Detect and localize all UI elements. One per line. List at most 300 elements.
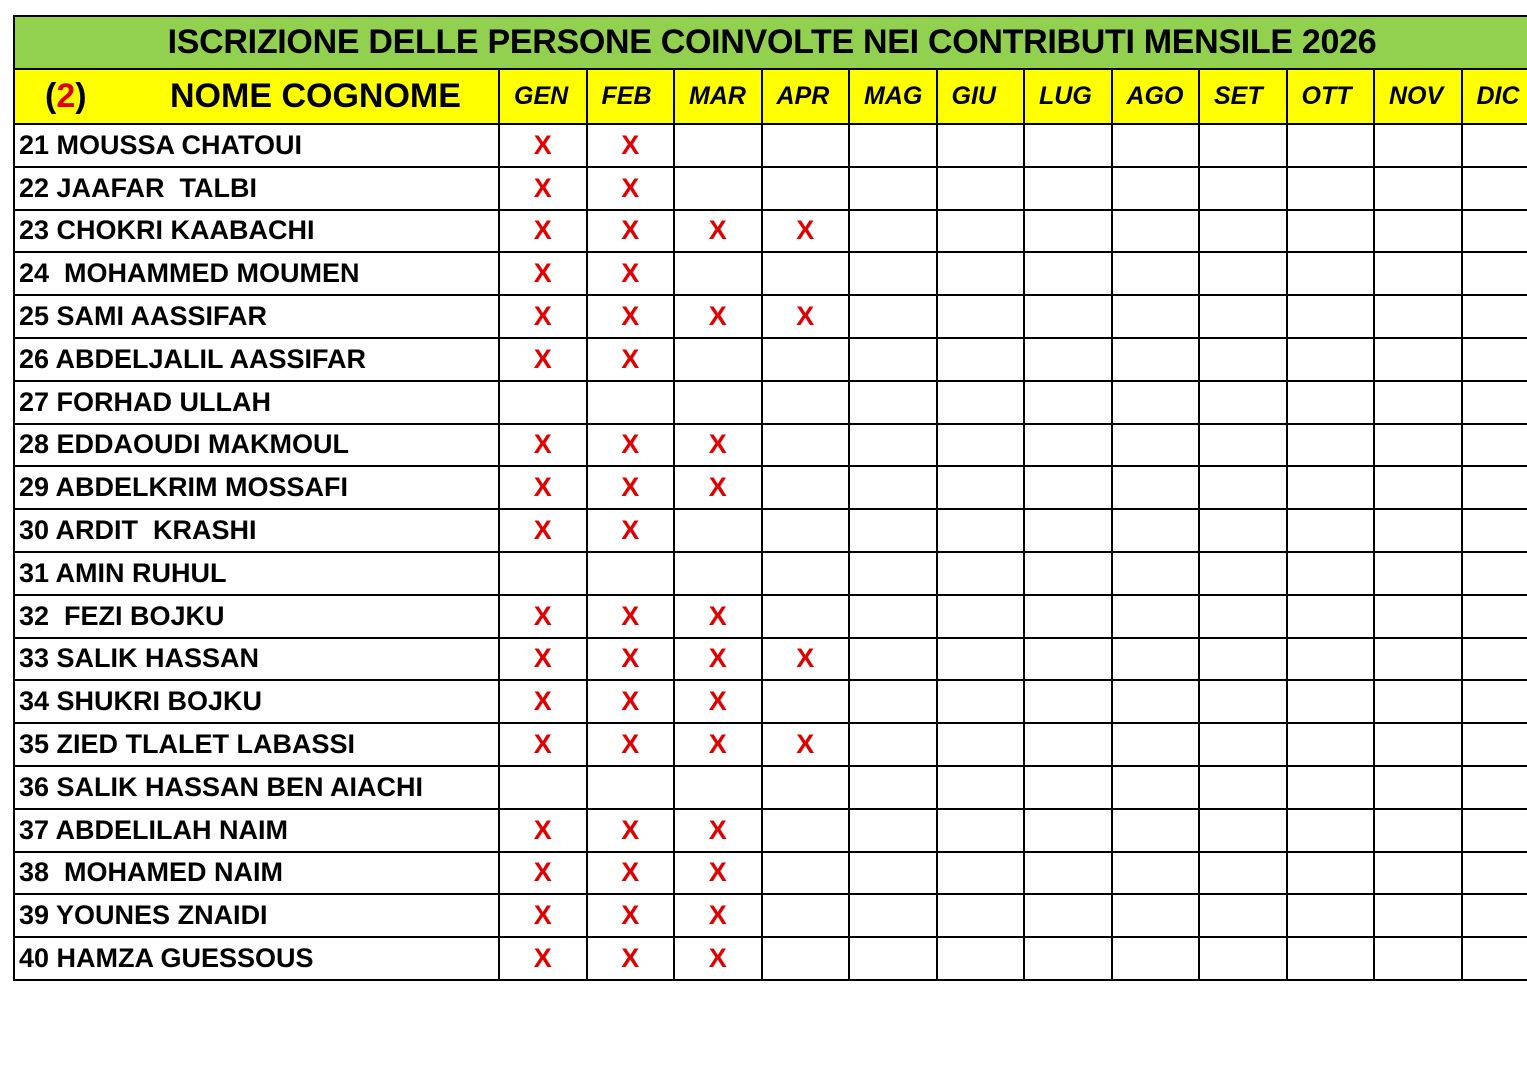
- person-name: 21 MOUSSA CHATOUI: [19, 129, 303, 160]
- name-cell[interactable]: [15, 810, 500, 851]
- name-cell[interactable]: [15, 596, 500, 637]
- month-cell-lug[interactable]: [1025, 596, 1113, 637]
- month-cell-dic[interactable]: [1463, 810, 1527, 851]
- month-cell-mag[interactable]: [850, 724, 938, 765]
- month-cell-feb[interactable]: [588, 767, 676, 808]
- month-cell-set[interactable]: [1200, 467, 1288, 508]
- month-cell-dic[interactable]: [1463, 125, 1527, 166]
- month-cell-ago[interactable]: [1113, 767, 1201, 808]
- month-cell-nov[interactable]: [1375, 810, 1463, 851]
- month-cell-gen[interactable]: [500, 125, 588, 166]
- month-cell-lug[interactable]: [1025, 639, 1113, 680]
- month-cell-giu[interactable]: [938, 425, 1026, 466]
- month-cell-lug[interactable]: [1025, 467, 1113, 508]
- month-cell-nov[interactable]: [1375, 724, 1463, 765]
- name-cell[interactable]: [15, 339, 500, 380]
- month-cell-giu[interactable]: [938, 510, 1026, 551]
- month-cell-dic[interactable]: [1463, 853, 1527, 894]
- month-cell-nov[interactable]: [1375, 253, 1463, 294]
- month-cell-lug[interactable]: [1025, 382, 1113, 423]
- month-cell-mag[interactable]: [850, 510, 938, 551]
- month-cell-feb[interactable]: [588, 510, 676, 551]
- month-cell-giu[interactable]: [938, 553, 1026, 594]
- person-name: 29 ABDELKRIM MOSSAFI: [19, 472, 349, 503]
- month-cell-lug[interactable]: [1025, 125, 1113, 166]
- month-header-ott: [1288, 70, 1376, 123]
- table-row: [15, 382, 1527, 425]
- month-cell-nov[interactable]: [1375, 639, 1463, 680]
- month-cell-ott[interactable]: [1288, 382, 1376, 423]
- month-cell-lug[interactable]: [1025, 681, 1113, 722]
- month-cell-mar[interactable]: [675, 339, 763, 380]
- payment-mark: X: [621, 429, 640, 460]
- month-cell-feb[interactable]: [588, 296, 676, 337]
- month-cell-nov[interactable]: [1375, 425, 1463, 466]
- month-cell-gen[interactable]: [500, 553, 588, 594]
- table-row: [15, 125, 1527, 168]
- month-cell-set[interactable]: [1200, 125, 1288, 166]
- month-cell-set[interactable]: [1200, 724, 1288, 765]
- person-name: 40 HAMZA GUESSOUS: [19, 943, 314, 974]
- month-cell-nov[interactable]: [1375, 681, 1463, 722]
- payment-mark: X: [533, 900, 552, 931]
- month-cell-mag[interactable]: [850, 553, 938, 594]
- month-cell-ago[interactable]: [1113, 253, 1201, 294]
- name-cell[interactable]: [15, 853, 500, 894]
- month-cell-mag[interactable]: [850, 639, 938, 680]
- month-cell-dic[interactable]: [1463, 211, 1527, 252]
- month-cell-nov[interactable]: [1375, 767, 1463, 808]
- month-cell-dic[interactable]: [1463, 510, 1527, 551]
- month-cell-mag[interactable]: [850, 853, 938, 894]
- month-cell-mar[interactable]: [675, 168, 763, 209]
- month-cell-mar[interactable]: [675, 596, 763, 637]
- person-name: 30 ARDIT KRASHI: [19, 515, 257, 546]
- month-cell-giu[interactable]: [938, 339, 1026, 380]
- month-cell-mag[interactable]: [850, 596, 938, 637]
- month-cell-apr[interactable]: [763, 467, 851, 508]
- month-cell-apr[interactable]: [763, 339, 851, 380]
- month-cell-mar[interactable]: [675, 510, 763, 551]
- month-cell-giu[interactable]: [938, 853, 1026, 894]
- table-row: [15, 895, 1527, 938]
- payment-mark: X: [621, 343, 640, 374]
- month-cell-set[interactable]: [1200, 339, 1288, 380]
- payment-mark: X: [533, 429, 552, 460]
- month-cell-lug[interactable]: [1025, 724, 1113, 765]
- month-cell-gen[interactable]: [500, 767, 588, 808]
- month-cell-gen[interactable]: [500, 510, 588, 551]
- month-cell-nov[interactable]: [1375, 467, 1463, 508]
- payment-mark: X: [533, 729, 552, 760]
- month-cell-ott[interactable]: [1288, 425, 1376, 466]
- name-cell[interactable]: [15, 895, 500, 936]
- month-cell-mag[interactable]: [850, 425, 938, 466]
- payment-mark: X: [621, 857, 640, 888]
- month-cell-giu[interactable]: [938, 767, 1026, 808]
- month-cell-gen[interactable]: [500, 296, 588, 337]
- month-cell-ago[interactable]: [1113, 382, 1201, 423]
- month-cell-feb[interactable]: [588, 681, 676, 722]
- month-cell-mar[interactable]: [675, 382, 763, 423]
- month-cell-lug[interactable]: [1025, 810, 1113, 851]
- person-name: 36 SALIK HASSAN BEN AIACHI: [19, 771, 424, 802]
- month-cell-mar[interactable]: [675, 553, 763, 594]
- month-cell-mar[interactable]: [675, 296, 763, 337]
- month-cell-apr[interactable]: [763, 938, 851, 979]
- month-cell-set[interactable]: [1200, 681, 1288, 722]
- month-cell-ott[interactable]: [1288, 168, 1376, 209]
- name-cell[interactable]: [15, 467, 500, 508]
- month-cell-apr[interactable]: [763, 767, 851, 808]
- month-cell-gen[interactable]: [500, 853, 588, 894]
- month-cell-mar[interactable]: [675, 211, 763, 252]
- month-label: GIU: [951, 82, 996, 110]
- payment-mark: X: [533, 857, 552, 888]
- month-cell-mar[interactable]: [675, 639, 763, 680]
- month-cell-ago[interactable]: [1113, 681, 1201, 722]
- month-cell-apr[interactable]: [763, 510, 851, 551]
- month-cell-ago[interactable]: [1113, 938, 1201, 979]
- month-cell-nov[interactable]: [1375, 510, 1463, 551]
- month-cell-gen[interactable]: [500, 895, 588, 936]
- month-cell-dic[interactable]: [1463, 339, 1527, 380]
- month-cell-lug[interactable]: [1025, 510, 1113, 551]
- month-cell-apr[interactable]: [763, 125, 851, 166]
- month-cell-dic[interactable]: [1463, 767, 1527, 808]
- payment-mark: X: [533, 600, 552, 631]
- month-cell-apr[interactable]: [763, 425, 851, 466]
- month-cell-feb[interactable]: [588, 853, 676, 894]
- month-cell-mag[interactable]: [850, 810, 938, 851]
- month-cell-ott[interactable]: [1288, 510, 1376, 551]
- month-cell-ago[interactable]: [1113, 339, 1201, 380]
- payment-mark: X: [621, 515, 640, 546]
- month-cell-mag[interactable]: [850, 125, 938, 166]
- month-cell-ago[interactable]: [1113, 853, 1201, 894]
- month-cell-apr[interactable]: [763, 596, 851, 637]
- name-cell[interactable]: [15, 767, 500, 808]
- month-cell-ago[interactable]: [1113, 596, 1201, 637]
- month-cell-giu[interactable]: [938, 596, 1026, 637]
- month-cell-nov[interactable]: [1375, 339, 1463, 380]
- month-cell-ott[interactable]: [1288, 767, 1376, 808]
- month-cell-apr[interactable]: [763, 724, 851, 765]
- month-cell-set[interactable]: [1200, 767, 1288, 808]
- month-cell-mar[interactable]: [675, 853, 763, 894]
- month-cell-ott[interactable]: [1288, 553, 1376, 594]
- month-cell-ago[interactable]: [1113, 510, 1201, 551]
- month-cell-nov[interactable]: [1375, 296, 1463, 337]
- month-cell-ott[interactable]: [1288, 253, 1376, 294]
- month-cell-dic[interactable]: [1463, 724, 1527, 765]
- month-cell-feb[interactable]: [588, 425, 676, 466]
- month-cell-mag[interactable]: [850, 895, 938, 936]
- month-cell-nov[interactable]: [1375, 853, 1463, 894]
- table-row: [15, 510, 1527, 553]
- month-cell-ago[interactable]: [1113, 296, 1201, 337]
- payment-mark: X: [708, 857, 727, 888]
- month-cell-ott[interactable]: [1288, 938, 1376, 979]
- month-cell-lug[interactable]: [1025, 425, 1113, 466]
- month-cell-giu[interactable]: [938, 211, 1026, 252]
- table-row: [15, 425, 1527, 468]
- month-cell-nov[interactable]: [1375, 596, 1463, 637]
- month-cell-ago[interactable]: [1113, 553, 1201, 594]
- name-cell[interactable]: [15, 168, 500, 209]
- month-cell-set[interactable]: [1200, 639, 1288, 680]
- month-cell-apr[interactable]: [763, 639, 851, 680]
- month-cell-gen[interactable]: [500, 339, 588, 380]
- name-cell[interactable]: [15, 425, 500, 466]
- month-cell-feb[interactable]: [588, 938, 676, 979]
- month-cell-ott[interactable]: [1288, 596, 1376, 637]
- table-row: [15, 168, 1527, 211]
- month-cell-apr[interactable]: [763, 553, 851, 594]
- month-cell-apr[interactable]: [763, 168, 851, 209]
- payment-mark: X: [708, 429, 727, 460]
- month-cell-set[interactable]: [1200, 853, 1288, 894]
- month-cell-set[interactable]: [1200, 382, 1288, 423]
- month-cell-ago[interactable]: [1113, 724, 1201, 765]
- month-cell-mag[interactable]: [850, 467, 938, 508]
- month-cell-giu[interactable]: [938, 253, 1026, 294]
- month-cell-dic[interactable]: [1463, 467, 1527, 508]
- person-name: 31 AMIN RUHUL: [19, 557, 227, 588]
- month-cell-giu[interactable]: [938, 895, 1026, 936]
- month-cell-dic[interactable]: [1463, 425, 1527, 466]
- month-cell-apr[interactable]: [763, 253, 851, 294]
- month-cell-set[interactable]: [1200, 553, 1288, 594]
- month-cell-set[interactable]: [1200, 211, 1288, 252]
- month-cell-mag[interactable]: [850, 253, 938, 294]
- month-cell-nov[interactable]: [1375, 382, 1463, 423]
- month-cell-gen[interactable]: [500, 724, 588, 765]
- month-cell-feb[interactable]: [588, 553, 676, 594]
- month-cell-nov[interactable]: [1375, 211, 1463, 252]
- month-cell-set[interactable]: [1200, 596, 1288, 637]
- month-cell-giu[interactable]: [938, 125, 1026, 166]
- month-cell-nov[interactable]: [1375, 125, 1463, 166]
- person-name: 28 EDDAOUDI MAKMOUL: [19, 429, 350, 460]
- month-cell-lug[interactable]: [1025, 211, 1113, 252]
- month-cell-nov[interactable]: [1375, 895, 1463, 936]
- table-row: [15, 853, 1527, 896]
- month-cell-ott[interactable]: [1288, 853, 1376, 894]
- month-cell-nov[interactable]: [1375, 168, 1463, 209]
- name-cell[interactable]: [15, 510, 500, 551]
- month-cell-nov[interactable]: [1375, 938, 1463, 979]
- month-cell-giu[interactable]: [938, 296, 1026, 337]
- month-cell-apr[interactable]: [763, 296, 851, 337]
- month-cell-ott[interactable]: [1288, 639, 1376, 680]
- month-cell-giu[interactable]: [938, 810, 1026, 851]
- month-cell-apr[interactable]: [763, 895, 851, 936]
- month-cell-giu[interactable]: [938, 681, 1026, 722]
- table-row: [15, 596, 1527, 639]
- month-cell-lug[interactable]: [1025, 253, 1113, 294]
- month-cell-mar[interactable]: [675, 467, 763, 508]
- table-row: [15, 681, 1527, 724]
- name-cell[interactable]: [15, 382, 500, 423]
- month-cell-feb[interactable]: [588, 339, 676, 380]
- month-cell-gen[interactable]: [500, 425, 588, 466]
- month-cell-ago[interactable]: [1113, 895, 1201, 936]
- month-cell-mar[interactable]: [675, 425, 763, 466]
- month-cell-lug[interactable]: [1025, 553, 1113, 594]
- month-cell-gen[interactable]: [500, 639, 588, 680]
- month-cell-apr[interactable]: [763, 382, 851, 423]
- month-cell-mar[interactable]: [675, 767, 763, 808]
- month-cell-gen[interactable]: [500, 596, 588, 637]
- month-cell-mar[interactable]: [675, 810, 763, 851]
- payment-mark: X: [533, 343, 552, 374]
- month-cell-mar[interactable]: [675, 895, 763, 936]
- month-cell-ott[interactable]: [1288, 125, 1376, 166]
- month-cell-gen[interactable]: [500, 938, 588, 979]
- month-cell-apr[interactable]: [763, 810, 851, 851]
- month-cell-mag[interactable]: [850, 382, 938, 423]
- month-cell-apr[interactable]: [763, 681, 851, 722]
- month-cell-feb[interactable]: [588, 724, 676, 765]
- month-cell-lug[interactable]: [1025, 296, 1113, 337]
- month-cell-giu[interactable]: [938, 639, 1026, 680]
- month-cell-ago[interactable]: [1113, 467, 1201, 508]
- month-cell-apr[interactable]: [763, 853, 851, 894]
- month-cell-gen[interactable]: [500, 382, 588, 423]
- month-cell-mag[interactable]: [850, 938, 938, 979]
- month-cell-feb[interactable]: [588, 125, 676, 166]
- month-cell-nov[interactable]: [1375, 553, 1463, 594]
- month-cell-gen[interactable]: [500, 810, 588, 851]
- payment-mark: X: [621, 172, 640, 203]
- month-cell-dic[interactable]: [1463, 296, 1527, 337]
- month-cell-feb[interactable]: [588, 810, 676, 851]
- month-cell-gen[interactable]: [500, 253, 588, 294]
- payment-mark: X: [621, 686, 640, 717]
- month-cell-ago[interactable]: [1113, 639, 1201, 680]
- month-cell-dic[interactable]: [1463, 253, 1527, 294]
- name-cell[interactable]: [15, 553, 500, 594]
- month-cell-ott[interactable]: [1288, 681, 1376, 722]
- month-cell-set[interactable]: [1200, 810, 1288, 851]
- name-cell[interactable]: [15, 681, 500, 722]
- month-cell-ago[interactable]: [1113, 168, 1201, 209]
- month-cell-gen[interactable]: [500, 211, 588, 252]
- month-label: LUG: [1039, 82, 1092, 110]
- month-cell-set[interactable]: [1200, 425, 1288, 466]
- month-cell-feb[interactable]: [588, 639, 676, 680]
- name-cell[interactable]: [15, 125, 500, 166]
- month-cell-mag[interactable]: [850, 296, 938, 337]
- month-cell-mar[interactable]: [675, 125, 763, 166]
- month-cell-set[interactable]: [1200, 895, 1288, 936]
- month-cell-mar[interactable]: [675, 253, 763, 294]
- month-cell-feb[interactable]: [588, 467, 676, 508]
- person-name: 33 SALIK HASSAN: [19, 643, 260, 674]
- month-cell-feb[interactable]: [588, 382, 676, 423]
- month-cell-gen[interactable]: [500, 168, 588, 209]
- month-cell-ago[interactable]: [1113, 211, 1201, 252]
- month-cell-ott[interactable]: [1288, 296, 1376, 337]
- month-cell-mar[interactable]: [675, 938, 763, 979]
- month-cell-set[interactable]: [1200, 168, 1288, 209]
- month-cell-dic[interactable]: [1463, 639, 1527, 680]
- name-cell[interactable]: [15, 938, 500, 979]
- month-cell-giu[interactable]: [938, 382, 1026, 423]
- month-cell-ago[interactable]: [1113, 810, 1201, 851]
- name-cell[interactable]: [15, 296, 500, 337]
- month-cell-lug[interactable]: [1025, 895, 1113, 936]
- month-cell-ago[interactable]: [1113, 125, 1201, 166]
- month-cell-mar[interactable]: [675, 681, 763, 722]
- month-cell-ott[interactable]: [1288, 895, 1376, 936]
- month-cell-feb[interactable]: [588, 168, 676, 209]
- month-cell-lug[interactable]: [1025, 168, 1113, 209]
- person-name: 22 JAAFAR TALBI: [19, 172, 258, 203]
- month-cell-giu[interactable]: [938, 168, 1026, 209]
- group-number-tag: [45, 77, 170, 116]
- month-cell-ott[interactable]: [1288, 724, 1376, 765]
- name-cell[interactable]: [15, 253, 500, 294]
- month-cell-set[interactable]: [1200, 296, 1288, 337]
- month-label: MAG: [864, 82, 923, 110]
- month-cell-mag[interactable]: [850, 211, 938, 252]
- month-cell-feb[interactable]: [588, 211, 676, 252]
- month-cell-dic[interactable]: [1463, 938, 1527, 979]
- month-cell-ott[interactable]: [1288, 810, 1376, 851]
- month-cell-apr[interactable]: [763, 211, 851, 252]
- month-cell-lug[interactable]: [1025, 938, 1113, 979]
- month-cell-mag[interactable]: [850, 681, 938, 722]
- month-cell-dic[interactable]: [1463, 553, 1527, 594]
- month-cell-lug[interactable]: [1025, 767, 1113, 808]
- month-cell-lug[interactable]: [1025, 339, 1113, 380]
- payment-mark: X: [533, 686, 552, 717]
- month-cell-dic[interactable]: [1463, 596, 1527, 637]
- month-cell-ott[interactable]: [1288, 339, 1376, 380]
- month-cell-dic[interactable]: [1463, 895, 1527, 936]
- month-cell-lug[interactable]: [1025, 853, 1113, 894]
- month-cell-mag[interactable]: [850, 168, 938, 209]
- month-cell-dic[interactable]: [1463, 382, 1527, 423]
- month-cell-mag[interactable]: [850, 767, 938, 808]
- month-cell-dic[interactable]: [1463, 168, 1527, 209]
- name-cell[interactable]: [15, 639, 500, 680]
- month-cell-gen[interactable]: [500, 681, 588, 722]
- payment-mark: X: [708, 472, 727, 503]
- month-cell-giu[interactable]: [938, 724, 1026, 765]
- name-cell[interactable]: [15, 724, 500, 765]
- month-cell-mag[interactable]: [850, 339, 938, 380]
- month-cell-giu[interactable]: [938, 938, 1026, 979]
- month-cell-feb[interactable]: [588, 895, 676, 936]
- month-cell-set[interactable]: [1200, 253, 1288, 294]
- month-cell-feb[interactable]: [588, 596, 676, 637]
- month-cell-ago[interactable]: [1113, 425, 1201, 466]
- month-cell-set[interactable]: [1200, 938, 1288, 979]
- name-cell[interactable]: [15, 211, 500, 252]
- month-cell-dic[interactable]: [1463, 681, 1527, 722]
- month-cell-set[interactable]: [1200, 510, 1288, 551]
- month-cell-mar[interactable]: [675, 724, 763, 765]
- month-cell-ott[interactable]: [1288, 467, 1376, 508]
- month-cell-giu[interactable]: [938, 467, 1026, 508]
- month-cell-feb[interactable]: [588, 253, 676, 294]
- month-cell-ott[interactable]: [1288, 211, 1376, 252]
- payment-mark: X: [708, 301, 727, 332]
- month-cell-gen[interactable]: [500, 467, 588, 508]
